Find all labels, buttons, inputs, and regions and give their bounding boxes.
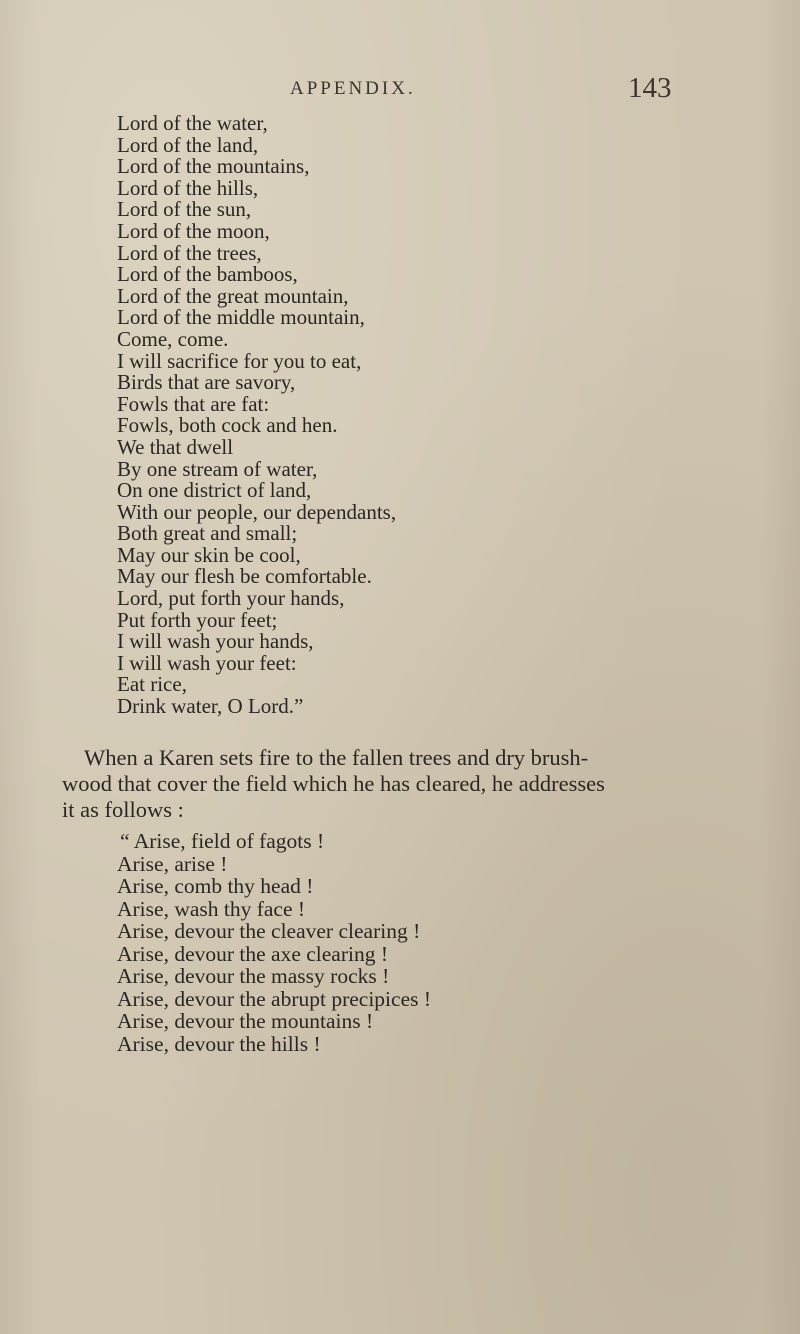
verse-line: Fowls that are fat: — [117, 391, 270, 416]
verse-line: Lord of the middle mountain, — [117, 305, 365, 330]
verse-line: Put forth your feet; — [117, 607, 278, 632]
verse-line: We that dwell — [117, 434, 234, 459]
verse-line: Arise, wash thy face ! — [117, 896, 306, 921]
verse-line: Arise, devour the cleaver clearing ! — [117, 919, 421, 943]
verse-line: Arise, devour the mountains ! — [117, 1009, 374, 1033]
invocation-verse — [117, 113, 396, 718]
verse-line: Arise, devour the abrupt precipices ! — [117, 986, 432, 1011]
verse-line: Lord of the trees, — [117, 240, 262, 265]
verse-line: By one stream of water, — [117, 456, 318, 481]
arise-verse — [117, 830, 431, 1055]
verse-line: Lord of the hills, — [117, 175, 259, 200]
verse-line: With our people, our dependants, — [117, 499, 397, 524]
verse-line: On one district of land, — [117, 478, 312, 503]
verse-line: Arise, arise ! — [117, 851, 228, 876]
verse-line: “ Arise, field of fagots ! — [120, 829, 325, 853]
verse-line: Lord of the great mountain, — [117, 283, 349, 308]
verse-line: Lord of the sun, — [117, 197, 252, 222]
prose-line: it as follows : — [62, 797, 184, 822]
verse-line: Come, come. — [117, 326, 229, 351]
verse-line: Lord, put forth your hands, — [117, 586, 345, 611]
verse-line: May our skin be cool, — [117, 542, 301, 567]
verse-line: Lord of the bamboos, — [117, 262, 298, 287]
page-header — [0, 70, 800, 110]
running-head: APPENDIX. — [290, 78, 416, 99]
verse-line: Drink water, O Lord.” — [117, 694, 304, 719]
verse-line: Fowls, both cock and hen. — [117, 413, 338, 438]
verse-line: Lord of the water, — [117, 111, 268, 135]
prose-paragraph — [62, 745, 762, 823]
verse-line: May our flesh be comfortable. — [117, 564, 372, 589]
verse-line: Eat rice, — [117, 672, 187, 697]
verse-line: Arise, devour the axe clearing ! — [117, 941, 389, 966]
verse-line: I will wash your feet: — [117, 650, 297, 675]
page-number: 143 — [628, 72, 672, 104]
verse-line: I will sacrifice for you to eat, — [117, 348, 362, 373]
verse-line: Lord of the mountains, — [117, 154, 310, 179]
verse-line: Lord of the moon, — [117, 218, 270, 243]
verse-line: I will wash your hands, — [117, 629, 314, 654]
verse-line: Both great and small; — [117, 521, 298, 546]
verse-line: Arise, comb thy head ! — [117, 874, 314, 898]
verse-line: Lord of the land, — [117, 132, 259, 157]
verse-line: Arise, devour the hills ! — [117, 1031, 321, 1056]
prose-line: When a Karen sets fire to the fallen trees and dry brush- — [84, 745, 589, 770]
verse-line: Arise, devour the massy rocks ! — [117, 964, 390, 988]
verse-line: Birds that are savory, — [117, 370, 296, 395]
prose-line: wood that cover the field which he has cleared, he addresses — [62, 771, 605, 796]
